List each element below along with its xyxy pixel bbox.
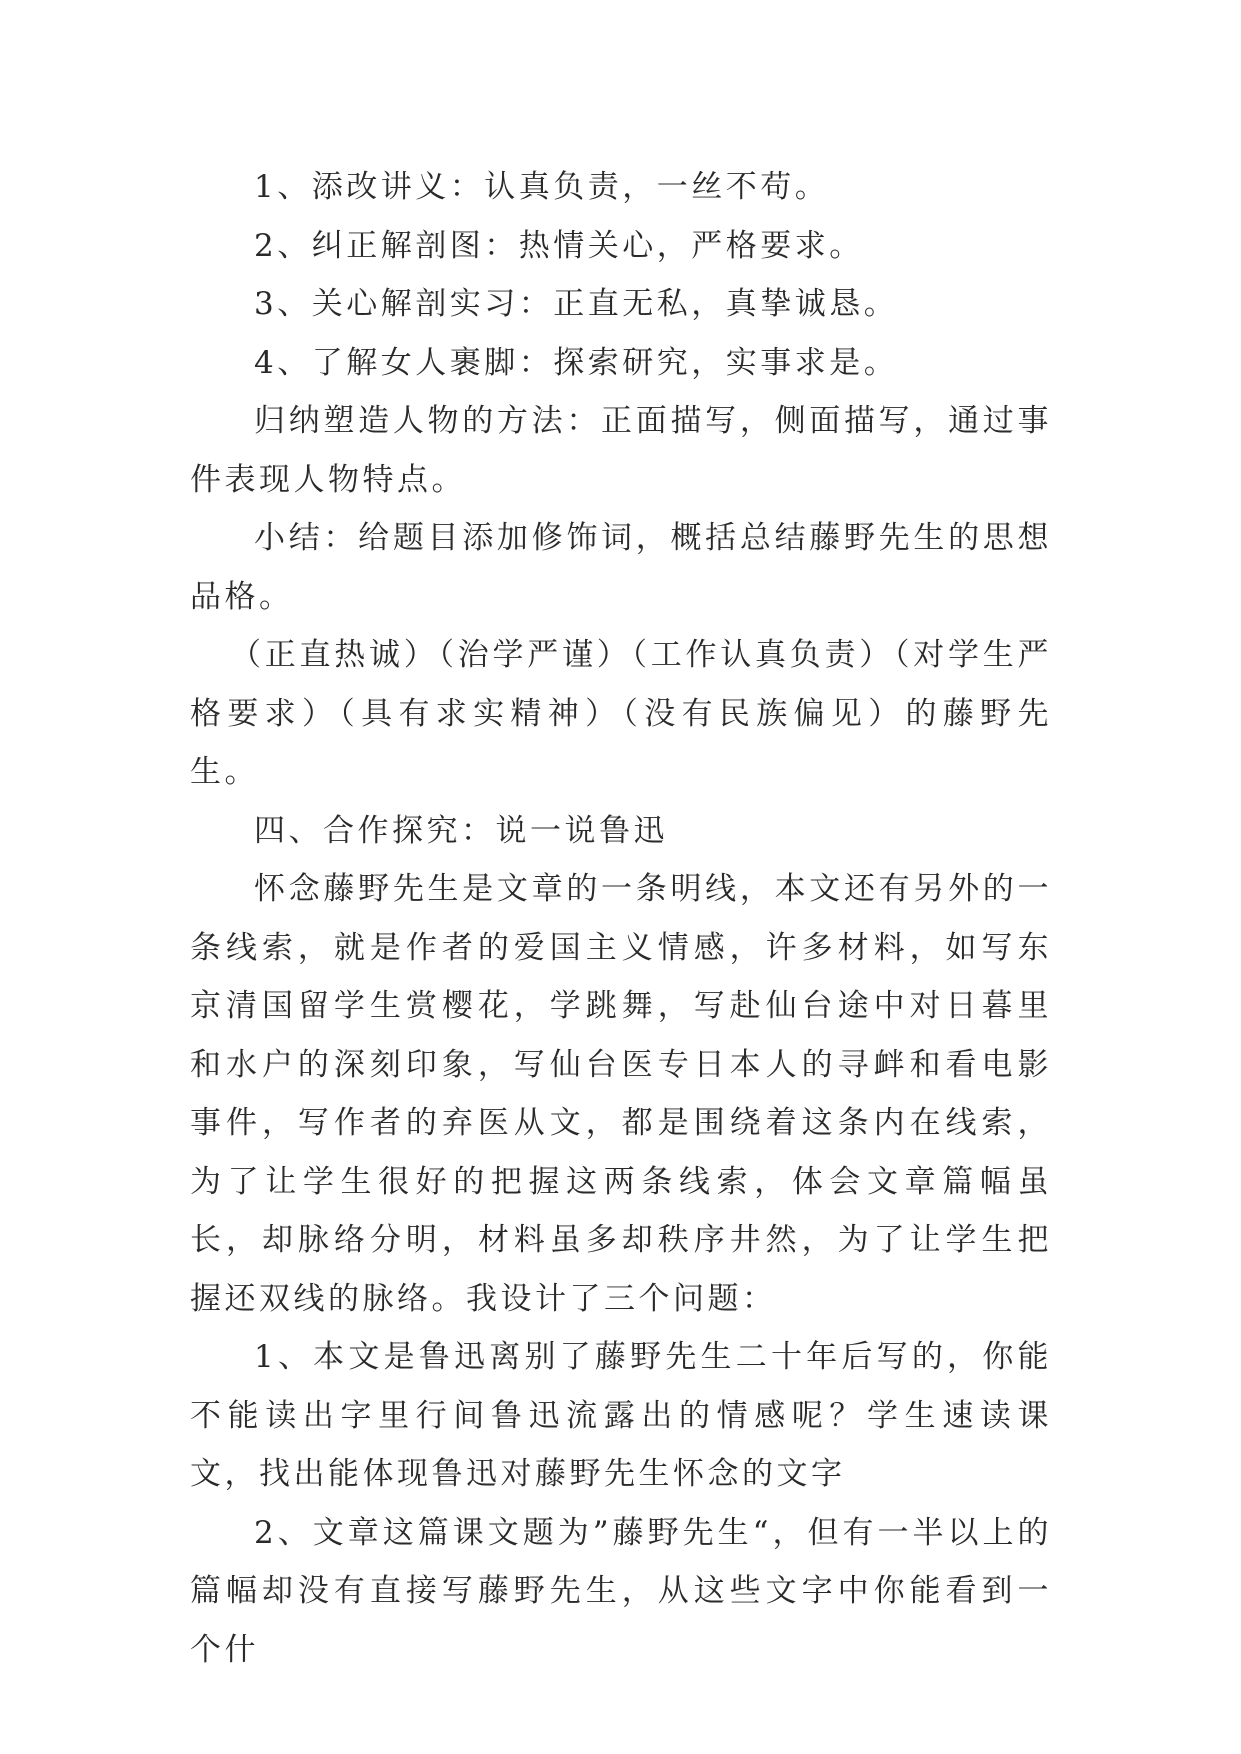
paragraph-clues: 怀念藤野先生是文章的一条明线，本文还有另外的一条线索，就是作者的爱国主义情感，许多材料，如写东京清国留学生赏樱花，学跳舞，写赴仙台途中对日暮里和水户的深刻印象，写仙台医专日本人的寻衅和看电影事件，写作者的弃医从文，都是围绕着这条内在线索，为了让学生很好的把握这两条线索，体会文章篇幅虽长，却脉络分明，材料虽多却秩序井然，为了让学生把握还双线的脉络。我设计了三个问题： xyxy=(190,871,1052,1317)
paragraph-item-1: 1、添改讲义：认真负责，一丝不苟。 xyxy=(254,169,830,205)
paragraph-item-2: 2、纠正解剖图：热情关心，严格要求。 xyxy=(254,227,864,264)
paragraph-summary: 小结：给题目添加修饰词，概括总结藤野先生的思想品格。 xyxy=(190,520,1052,615)
paragraph-item-3: 3、关心解剖实习：正直无私，真挚诚恳。 xyxy=(254,286,899,322)
question-1: 1、本文是鲁迅离别了藤野先生二十年后写的，你能不能读出字里行间鲁迅流露出的情感呢？学生速读课文，找出能体现鲁迅对藤野先生怀念的文字 xyxy=(190,1339,1052,1492)
document-body xyxy=(190,158,1052,1679)
paragraph-item-4: 4、了解女人裹脚：探索研究，实事求是。 xyxy=(254,344,899,381)
paragraph-qualities: （正直热诚）（治学严谨）（工作认真负责）（对学生严格要求）（具有求实精神）（没有民族偏见）的藤野先生。 xyxy=(190,637,1052,790)
section-heading: 四、合作探究：说一说鲁迅 xyxy=(254,812,668,849)
question-2: 2、文章这篇课文题为”藤野先生“，但有一半以上的篇幅却没有直接写藤野先生，从这些文字中你能看到一个什 xyxy=(190,1514,1052,1668)
paragraph-methods: 归纳塑造人物的方法：正面描写，侧面描写，通过事件表现人物特点。 xyxy=(190,403,1052,498)
